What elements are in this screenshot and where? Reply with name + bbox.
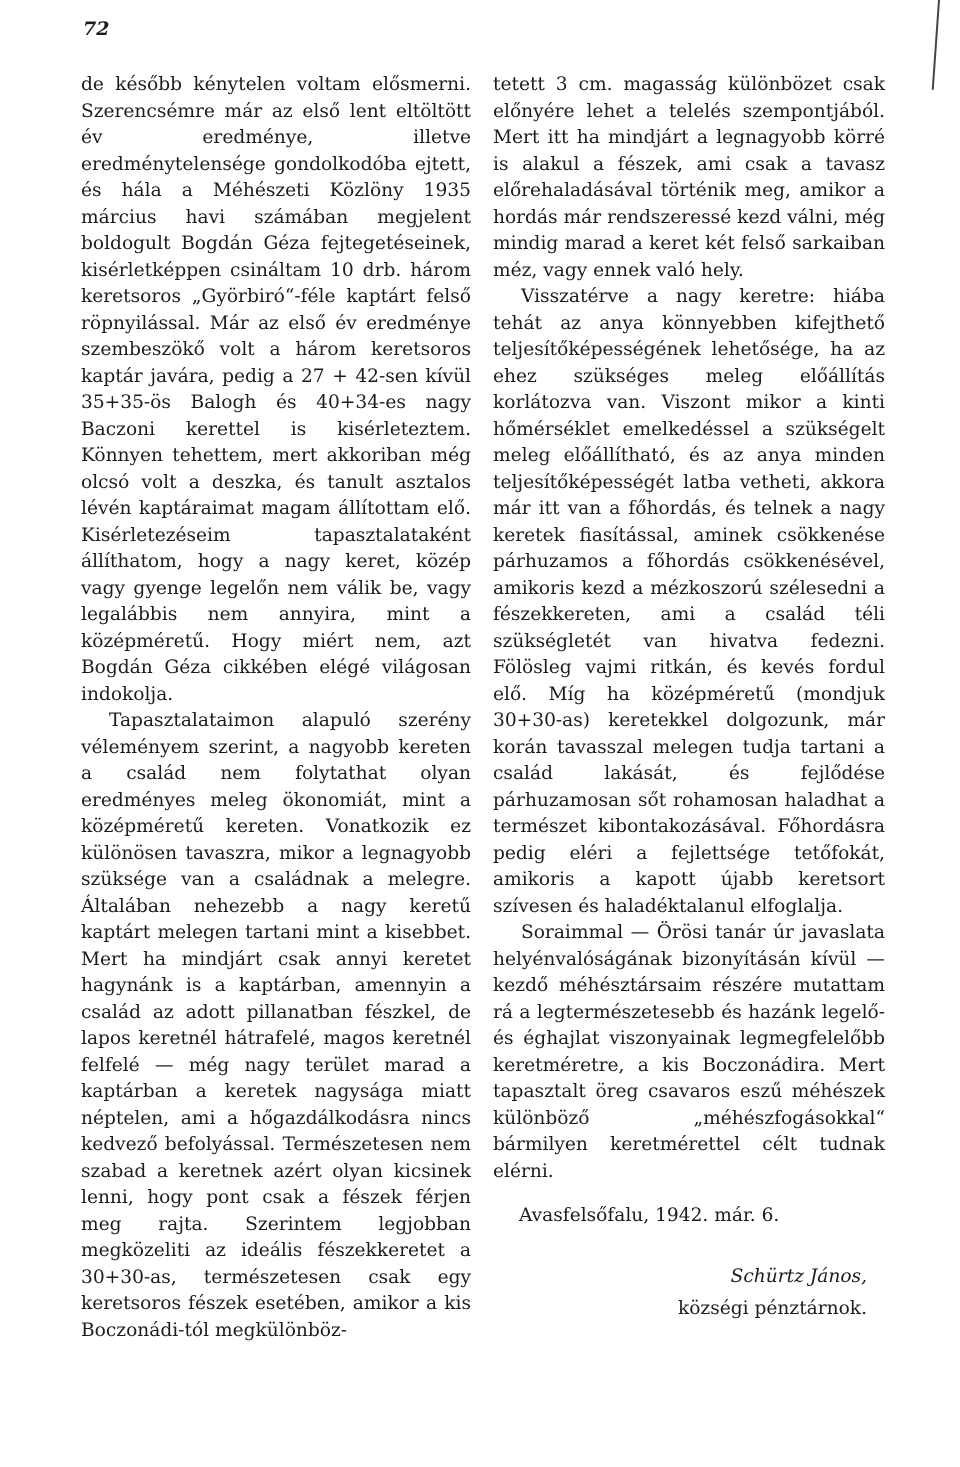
page-number: 72 bbox=[83, 18, 110, 40]
place-date: Avasfelsőfalu, 1942. már. 6. bbox=[519, 1205, 780, 1226]
left-paragraph-1: de később kénytelen voltam elősmerni. Szerencsémre már az első lent eltöltött év eredménye, illetve eredménytelensége gondolkodóba ejtett, és hála a Méhészeti Közlöny 1935 március havi számában megjelent boldogult Bogdán Géza fejtegetéseinek, kisérletképpen csináltam 10 drb. három keretsoros „Györbiró“-féle kaptárt felső röpnyilással. Már az első év eredménye szembeszökő volt a három keretsoros kaptár javára, pedig a 27 + 42-sen kívül 35+35-ös Balogh és 40+34-es nagy Baczoni kerettel is kisérleteztem. Könnyen tehettem, mert akkoriban még olcsó volt a deszka, és tanult asztalos lévén kaptáraimat magam állítottam elő. Kisérletezéseim tapasztalataként állíthatom, hogy a nagy keret, közép vagy gyenge legelőn nem válik be, vagy legalábbis nem annyira, mint a középméretű. Hogy miért nem, azt Bogdán Géza cikkében elégé világosan indokolja. bbox=[81, 74, 471, 705]
right-column bbox=[493, 72, 885, 1323]
page-edge-mark bbox=[932, 0, 940, 90]
signature-name: Schürtz János, bbox=[730, 1265, 867, 1287]
right-paragraph-1: tetett 3 cm. magasság különbözet csak előnyére lehet a telelés szempontjából. Mert itt ha mindjárt a legnagyobb körré is alakul a fészek, ami csak a tavasz előrehaladásával történik meg, amikor a hordás már rendszeressé kezd válni, még mindig marad a keret két felső sarkaiban méz, vagy ennek való hely. bbox=[493, 74, 885, 281]
right-paragraph-3: Soraimmal — Örösi tanár úr javaslata helyénvalóságának bizonyításán kívül — kezdő méhésztársaim részére mutattam rá a legtermészetesebb és hazánk legelő- és éghajlat viszonyainak legmegfelelőbb keretméretre, a kis Boczonádira. Mert tapasztalt öreg csavaros eszű méhészek különböző „méhészfogásokkal“ bármilyen keretmérettel célt tudnak elérni. bbox=[493, 922, 885, 1182]
signature-block bbox=[493, 1264, 885, 1323]
signature-role: községi pénztárnok. bbox=[677, 1298, 867, 1319]
left-paragraph-2: Tapasztalataimon alapuló szerény véleményem szerint, a nagyobb kereten a család nem folytathat olyan eredményes meleg ökonomiát, mint a középméretű kereten. Vonatkozik ez különösen tavaszra, mikor a legnagyobb szüksége van a családnak a melegre. Általában nehezebb a nagy keretű kaptárt melegen tartani mint a kisebbet. Mert ha mindjárt csak annyi keretet hagynánk is a kaptárban, amennyin a család az adott pillanatban fészkel, de lapos keretnél hátrafelé, magos keretnél felfelé — még nagy terület marad a kaptárban a keretek nagysága miatt néptelen, ami a hőgazdálkodásra nincs kedvező befolyással. Természetesen nem szabad a keretnek azért olyan kicsinek lenni, hogy pont csak a fészek férjen meg rajta. Szerintem legjobban megközeliti az ideális fészekkeretet a 30+30-as, természetesen csak egy keretsoros fészek esetében, amikor a kis Boczonádi-tól megkülönböz- bbox=[81, 710, 471, 1341]
left-column bbox=[81, 72, 471, 1344]
right-paragraph-2: Visszatérve a nagy keretre: hiába tehát az anya könnyebben kifejthető teljesítőképességének lehetősége, ha az ehez szükséges meleg előállítás korlátozva van. Viszont mikor a kinti hőmérséklet emelkedéssel a szükségelt meleg előállítható, és az anya minden teljesítőképességét latba vetheti, akkora már itt van a főhordás, és telnek a nagy keretek fiasítással, aminek csökkenése párhuzamos a főhordás csökkenésével, amikoris kezd a mézkoszorú szélesedni a fészekkereten, ami a család téli szükségletét van hivatva fedezni. Fölösleg vajmi ritkán, és kevés fordul elő. Míg ha középméretű (mondjuk 30+30-as) keretekkel dolgozunk, már korán tavasszal melegen tudja tartani a család lakását, és fejlődése párhuzamosan sőt rohamosan haladhat a természet kibontakozásával. Főhordásra pedig eléri a fejlettsége tetőfokát, amikoris a kapott újabb keretsort szívesen és haladéktalanul elfoglalja. bbox=[493, 286, 885, 917]
